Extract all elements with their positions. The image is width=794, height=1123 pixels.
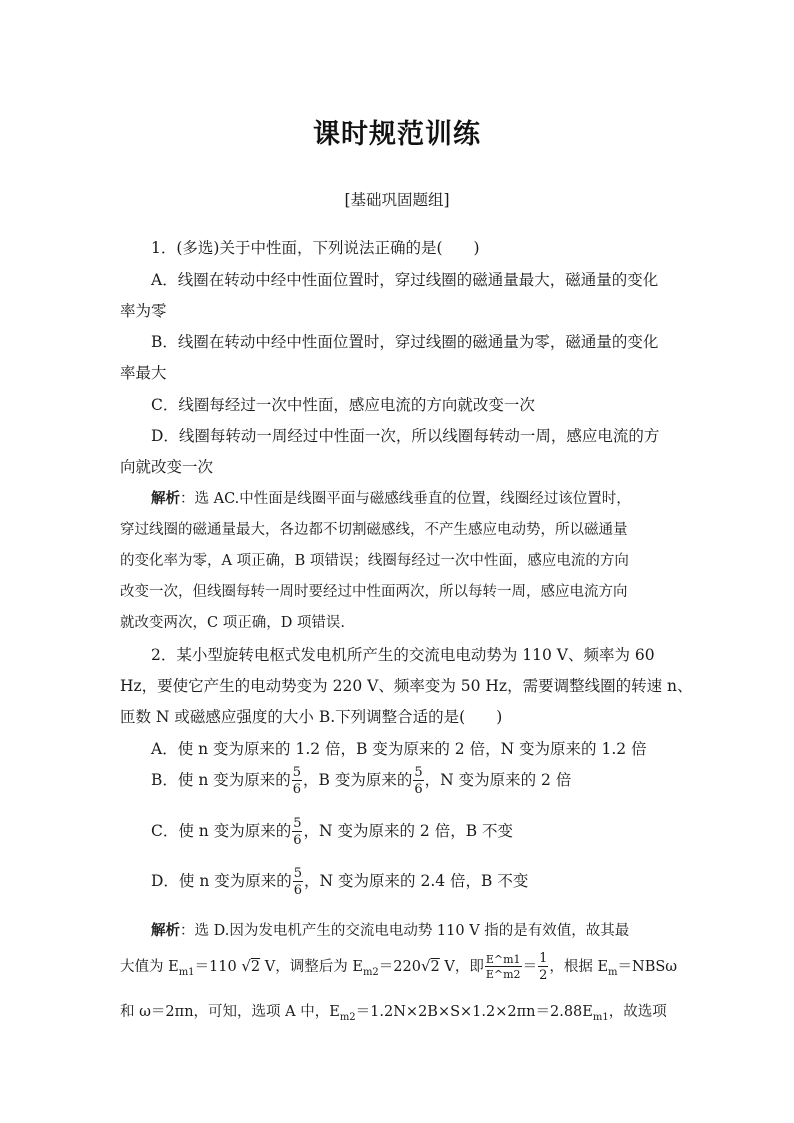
q2-explanation-line1 xyxy=(151,919,629,940)
subscript: m xyxy=(608,966,618,978)
fraction-five-sixths xyxy=(293,867,303,897)
q1-explanation-line1 xyxy=(151,487,631,508)
expl-text: ＝ xyxy=(522,959,538,975)
frac-den: E^m2 xyxy=(485,968,521,981)
q2-option-a: A．使 n 变为原来的 1.2 倍，B 变为原来的 2 倍，N 变为原来的 1.2 倍 xyxy=(151,740,647,758)
q2-explanation-line3 xyxy=(120,1000,667,1023)
frac-num: 5 xyxy=(293,866,303,881)
expl-text: ，故选项 xyxy=(608,1004,667,1020)
frac-den: 6 xyxy=(293,883,303,898)
q2-option-c xyxy=(151,817,513,847)
q2-option-b xyxy=(151,766,571,796)
frac-den: 6 xyxy=(292,782,302,797)
q2-option-d xyxy=(151,867,528,897)
q2-option-d-post: ，N 变为原来的 2.4 倍，B 不变 xyxy=(304,872,529,890)
q2-option-c-post: ，N 变为原来的 2 倍，B 不变 xyxy=(303,822,514,840)
q2-option-b-pre: B．使 n 变为原来的 xyxy=(151,771,291,789)
section-heading: [基础巩固题组] xyxy=(344,191,450,209)
q1-option-b-line1: B．线圈在转动中经中性面位置时，穿过线圈的磁通量为零，磁通量的变化 xyxy=(151,333,659,351)
q2-explanation-text: ：选 D.因为发电机产生的交流电电动势 110 V 指的是有效值，故其最 xyxy=(180,923,630,939)
q2-explanation-line2 xyxy=(120,952,677,982)
expl-text: ＝220 xyxy=(378,959,421,975)
sqrt-radicand: 2 xyxy=(430,959,440,975)
sqrt-symbol: √ xyxy=(241,957,251,975)
expl-text: V，即 xyxy=(439,959,484,975)
expl-text: ＝1.2N×2B×S×1.2×2πn＝2.88E xyxy=(355,1004,593,1020)
q2-option-b-mid: ，B 变为原来的 xyxy=(303,771,413,789)
expl-text: ，根据 E xyxy=(549,959,609,975)
q2-option-d-pre: D．使 n 变为原来的 xyxy=(151,872,292,890)
expl-text: V，调整后为 E xyxy=(260,959,363,975)
page-title: 课时规范训练 xyxy=(313,119,481,150)
sqrt-radicand: 2 xyxy=(250,959,261,975)
q2-option-b-post: ，N 变为原来的 2 倍 xyxy=(424,771,572,789)
q1-explanation-line2: 穿过线圈的磁通量最大，各边都不切割磁感线，不产生感应电动势，所以磁通量 xyxy=(120,522,628,538)
frac-num: 5 xyxy=(293,816,302,831)
q1-explanation-text: ：选 AC.中性面是线圈平面与磁感线垂直的位置，线圈经过该位置时， xyxy=(180,491,631,507)
q1-explanation-line3: 的变化率为零，A 项正确，B 项错误；线圈每经过一次中性面，感应电流的方向 xyxy=(120,553,629,569)
frac-num: 1 xyxy=(539,951,548,966)
frac-num: 5 xyxy=(292,765,302,780)
fraction-ratio xyxy=(485,954,522,980)
frac-den: 6 xyxy=(293,833,302,848)
subscript: m2 xyxy=(339,1011,356,1023)
subscript: m1 xyxy=(592,1011,609,1023)
frac-num: 5 xyxy=(414,765,423,780)
q1-option-b-line2: 率最大 xyxy=(120,364,167,382)
sqrt-symbol: √ xyxy=(420,957,431,975)
q1-option-c: C．线圈每经过一次中性面，感应电流的方向就改变一次 xyxy=(151,396,535,414)
q1-stem: 1．(多选)关于中性面，下列说法正确的是( ) xyxy=(151,239,480,257)
frac-den: 6 xyxy=(414,782,423,797)
q1-explanation-label: 解析 xyxy=(151,491,180,507)
fraction-five-sixths xyxy=(292,817,302,847)
q2-explanation-label: 解析 xyxy=(151,923,180,939)
expl-text: ＝NBSω xyxy=(617,959,678,975)
fraction-one-half xyxy=(538,952,548,982)
q2-option-c-pre: C．使 n 变为原来的 xyxy=(151,822,292,840)
expl-text: 和 ω＝2πn，可知，选项 A 中，E xyxy=(120,1004,340,1020)
q1-option-d-line1: D．线圈每转动一周经过中性面一次，所以线圈每转动一周，感应电流的方 xyxy=(151,427,660,445)
frac-den: 2 xyxy=(539,968,548,983)
q1-explanation-line4: 改变一次，但线圈每转一周时要经过中性面两次，所以每转一周，感应电流方向 xyxy=(120,584,628,600)
expl-text: 大值为 E xyxy=(120,959,179,975)
q1-explanation-line5: 就改变两次，C 项正确，D 项错误. xyxy=(120,615,346,631)
q2-stem-line1: 2．某小型旋转电枢式发电机所产生的交流电电动势为 110 V、频率为 60 xyxy=(151,646,655,664)
expl-text: ＝110 xyxy=(194,959,242,975)
q2-stem-line2: Hz，要使它产生的电动势变为 220 V、频率变为 50 Hz，需要调整线圈的转速 n、 xyxy=(120,677,693,695)
subscript: m1 xyxy=(178,966,195,978)
frac-num: E^m1 xyxy=(485,953,521,966)
q1-option-d-line2: 向就改变一次 xyxy=(120,458,214,476)
subscript: m2 xyxy=(362,966,379,978)
q2-stem-line3: 匝数 N 或磁感应强度的大小 B.下列调整合适的是( ) xyxy=(120,708,503,726)
q1-option-a-line2: 率为零 xyxy=(120,302,167,320)
fraction-five-sixths xyxy=(292,766,302,796)
fraction-five-sixths xyxy=(413,766,423,796)
q1-option-a-line1: A．线圈在转动中经中性面位置时，穿过线圈的磁通量最大，磁通量的变化 xyxy=(151,271,659,289)
